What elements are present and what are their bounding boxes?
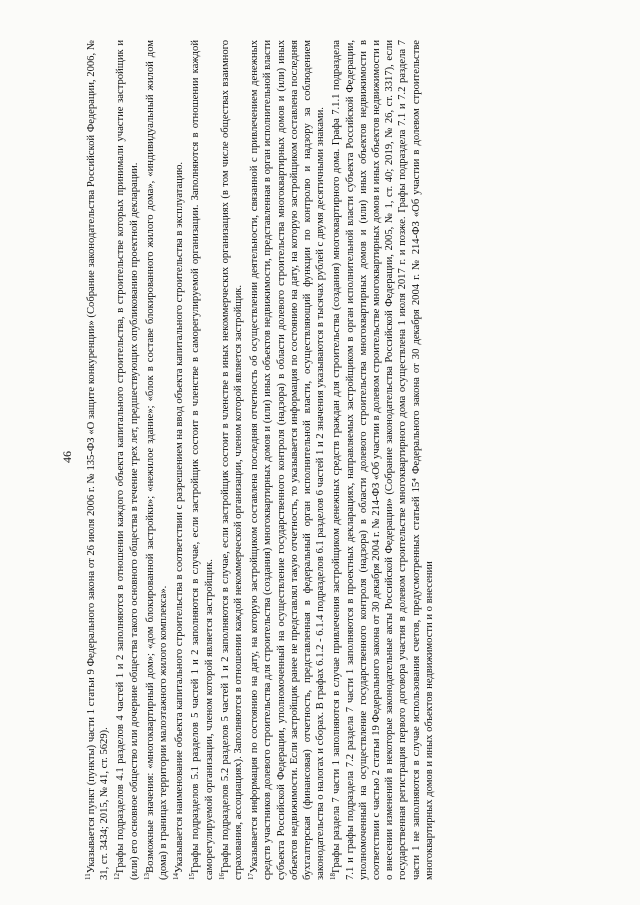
footnote-mark: 14 [172,873,181,880]
footnote [170,40,186,880]
footnote-text: Возможные значения: «многоквартирный дом»; «дом блокированной застройки»; «нежилое здание»; «блок в составе блокированного жилого дома», «индивидуальный жилой дом (дома) в границах территории малоэтажного жилого комплекса». [144,40,170,880]
rotated-text-block [60,40,590,880]
footnote-text: Графы раздела 7 части 1 заполняются в случае привлечения застройщиком денежных средств граждан для строительства (создания) многоквартирного дома. Графа 7.1.1 подраздела 7.1 и графы подраздела 7.2 раздела 7 части 1 заполняются в проектных декларациях, направляемых застройщиком в орган исполнительной власти субъекта Российской Федерации, уполномоченный на осуществление государственного контроля (надзора) в области долевого строительства многоквартирных домов и (или) иных объектов недвижимости в соответствии с частью 2 статьи 19 Федерального закона от 30 декабря 2004 г. № 214-ФЗ «Об участии в долевом строительстве многоквартирных домов и иных объектов недвижимости и о внесении изменений в некоторые законодательные акты Российской Федерации» (Собрание законодательства Российской Федерации, 2005, № 1, ст. 40; 2019, № 26, ст. 3317), если государственная регистрация первого договора участия в долевом строительстве многоквартирного дома осуществлена 1 июля 2017 г. и позже. Графы подраздела 7.1 и 7.2 раздела 7 части 1 не заполняются в случае использования счетов, предусмотренных статьей 15⁴ Федерального закона от 30 декабря 2004 г. № 214-ФЗ «Об участии в долевом строительстве многоквартирных домов и иных объектов недвижимости и о внесении [331,40,435,880]
footnote-mark: 16 [217,873,226,880]
footnote-text: Указывается пункт (пункты) части 1 статьи 9 Федерального закона от 26 июля 2006 г. № 135-ФЗ «О защите конкуренции» (Собрание законодательства Российской Федерации, 2006, № 31, ст. 3434; 2015, № 41, ст. 5629). [86,40,111,880]
footnote-mark: 12 [113,873,122,880]
footnote-text: Графы подразделов 5.2 разделов 5 частей 1 и 2 заполняются в случае, если застройщик состоит в членстве в иных некоммерческих организациях (в том числе обществах взаимного страхования, ассоциациях). Заполняются в отношении каждой некоммерческой организации, членом которой является застройщик. [219,40,245,880]
page-number: 46 [60,451,74,463]
footnote-mark: 15 [188,873,197,880]
footnote-mark: 17 [247,873,256,880]
footnote [82,40,111,880]
footnote-text: Графы подразделов 4.1 разделов 4 частей 1 и 2 заполняются в отношении каждого объекта капитального строительства, в строительстве которых принимали участие застройщик и (или) его основное общество или дочерние общества такого основного общества в течение трех лет, предшествующих опубликованию проектной декларации. [115,40,140,880]
footnote-text: Графы подразделов 5.1 разделов 5 частей 1 и 2 заполняются в случае, если застройщик состоит в членстве в саморегулируемой организации. Заполняются в отношении каждой саморегулируемой организации, членом которой является застройщик. [190,40,215,880]
footnotes [82,40,436,880]
footnote [327,40,436,880]
footnote [186,40,215,880]
footnote-text: Указывается информация по состоянию на дату, на которую застройщиком составлена последняя отчетность об осуществлении деятельности, связанной с привлечением денежных средств участников долевого строительства для строительства (создания) многоквартирных домов и (или) иных объектов недвижимости, представленная в орган исполнительной власти субъекта Российской Федерации, уполномоченный на осуществление государственного контроля (надзора) в области долевого строительства многоквартирных домов и (или) иных объектов недвижимости. Если застройщик ранее не представлял такую отчетность, то указывается информация по состоянию на дату, на которую застройщиком составлена последняя бухгалтерская (финансовая) отчетность, представленная в федеральный орган исполнительной власти, осуществляющий функции по контролю и надзору за соблюдением законодательства о налогах и сборах. В графах 6.1.2 - 6.1.4 подразделов 6.1 разделов 6 частей 1 и 2 значения указываются в тысячах рублей с двумя десятичными знаками. [249,40,327,880]
footnote [216,40,245,880]
footnote-mark: 13 [142,873,151,880]
footnote-mark: 18 [329,873,338,880]
footnote-mark: 11 [84,873,92,880]
footnote [141,40,170,880]
footnote [245,40,327,880]
footnote [111,40,140,880]
footnote-text: Указывается наименование объекта капитального строительства в соответствии с разрешением на ввод объекта капитального строительства в эксплуатацию. [174,161,186,873]
